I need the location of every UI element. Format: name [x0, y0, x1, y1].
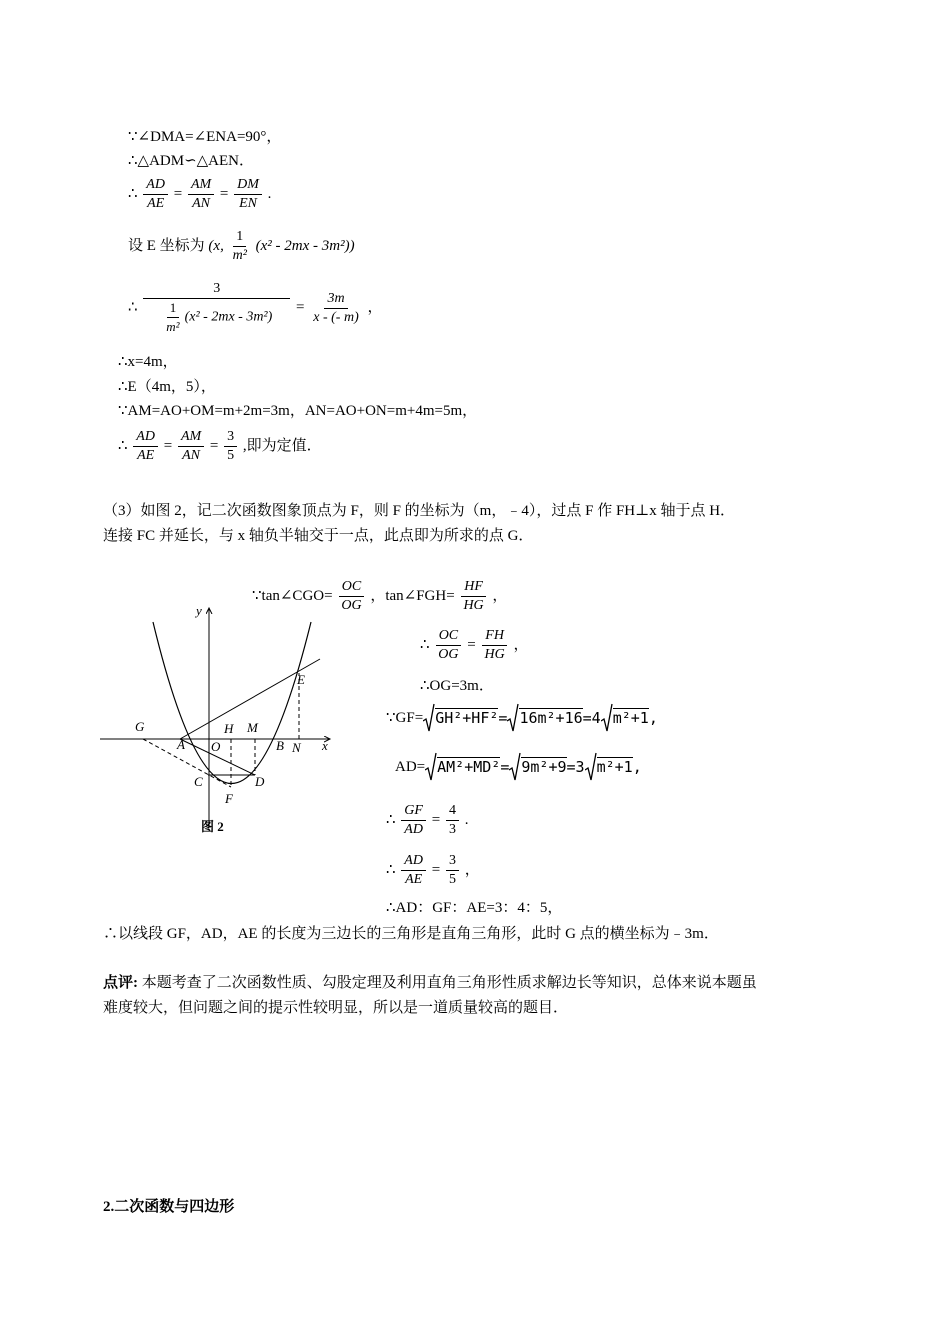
line-similar-triangles: ∴△ADM∽△AEN． — [128, 153, 255, 169]
frac-ad-ae: $\frac{AD}{AE}$ — [143, 176, 168, 213]
label-g: G — [135, 719, 145, 734]
frac-one-m2: $\frac{1}{\text{m²}}$ — [232, 229, 247, 263]
frac-ad-ae-2: $\frac{AD}{AE}$ — [133, 428, 158, 465]
line-og: ∴OG=3m． — [420, 678, 494, 694]
review-line-b: 难度较大，但问题之间的提示性较明显，所以是一道质量较高的题目． — [103, 1000, 569, 1016]
label-n: N — [292, 740, 301, 755]
frac-am-an-2: $\frac{AM}{AN}$ — [178, 428, 204, 465]
label-a: A — [177, 737, 185, 752]
label-f: F — [225, 791, 233, 806]
label-h: H — [224, 721, 234, 736]
label-y: y — [196, 603, 202, 618]
figure-caption: 图 2 — [201, 819, 224, 834]
frac-dm-en: $\frac{DM}{EN}$ — [234, 176, 262, 213]
part3-line-a: （3）如图 2，记二次函数图象顶点为 F，则 F 的坐标为（m，﹣4），过点 F 作 FH⊥x 轴于点 H． — [103, 503, 736, 519]
section-heading: 2.二次函数与四边形 — [103, 1199, 235, 1215]
line-x-value: ∴x=4m， — [118, 354, 178, 370]
label-o: O — [211, 739, 221, 754]
line-e-coordinate: 设 E 坐标为 (x, $\frac{1}{\text{m²}}$ (x² - 2mx - 3m²)) — [128, 229, 355, 263]
label-d: D — [255, 774, 265, 789]
line-ratio: ∴AD：GF：AE=3：4：5， — [386, 900, 563, 916]
line-conclusion: ∴以线段 GF，AD，AE 的长度为三边长的三角形是直角三角形，此时 G 点的横坐标为﹣3m． — [103, 926, 719, 942]
label-b: B — [276, 738, 284, 753]
line-gf-sqrt: ∵GF= GH²+HF²= 16m²+16=4 m²+1, — [386, 703, 658, 735]
line-ad-ae: ∴ $\frac{AD}{AE}$ = $\frac{3}{5}$ ， — [386, 853, 480, 887]
part3-line-b: 连接 FC 并延长，与 x 轴负半轴交于一点，此点即为所求的点 G． — [103, 528, 534, 544]
frac-3m-over-x: $\frac{3m}{x - (- m)}$ — [313, 290, 359, 325]
line-gf-ad: ∴ $\frac{GF}{AD}$ = $\frac{4}{3}$ . — [386, 803, 469, 837]
line-ad-sqrt: AD= AM²+MD²= 9m²+9=3 m²+1, — [395, 752, 642, 784]
frac-three-over-expr: 3 $\frac{1}{\text{m²}}$ (x² - 2mx - 3m²) — [143, 280, 290, 336]
label-e: E — [297, 672, 305, 687]
parabola — [153, 622, 311, 784]
figure-2 — [98, 600, 343, 840]
line-tan: ∵tan∠CGO= $\frac{OC}{OG}$ ，tan∠FGH= $\frac{HF}{HG}$ ， — [252, 579, 508, 613]
therefore-symbol: ∴ — [128, 185, 138, 202]
line-ratio-equation: ∴ $\frac{AD}{AE}$ = $\frac{AM}{AN}$ = $\frac{DM}{EN}$ . — [128, 177, 272, 211]
line-angle-equal: ∵∠DMA=∠ENA=90°， — [128, 129, 282, 145]
line-am-an: ∵AM=AO+OM=m+2m=3m，AN=AO+ON=m+4m=5m， — [118, 403, 478, 419]
line-oc-og: ∴ $\frac{OC}{OG}$ = $\frac{FH}{HG}$ ， — [420, 628, 529, 662]
frac-am-an: $\frac{AM}{AN}$ — [188, 176, 214, 213]
label-x: x — [322, 738, 328, 753]
frac-3-5: $\frac{3}{5}$ — [224, 428, 237, 465]
review-label: 点评: — [103, 975, 138, 991]
review-line-a: 点评: 本题考查了二次函数性质、勾股定理及利用直角三角形性质求解边长等知识，总体来说本题虽 — [103, 975, 757, 991]
label-c: C — [194, 774, 203, 789]
line-e-point: ∴E（4m，5）， — [118, 379, 216, 395]
label-m: M — [247, 720, 258, 735]
line-constant-ratio: ∴ $\frac{AD}{AE}$ = $\frac{AM}{AN}$ = $\frac{3}{5}$ ,即为定值． — [118, 429, 322, 463]
line-big-fraction: ∴ 3 $\frac{1}{\text{m²}}$ (x² - 2mx - 3m²) = $\frac{3m}{x - (- m)}$ ， — [128, 281, 383, 334]
